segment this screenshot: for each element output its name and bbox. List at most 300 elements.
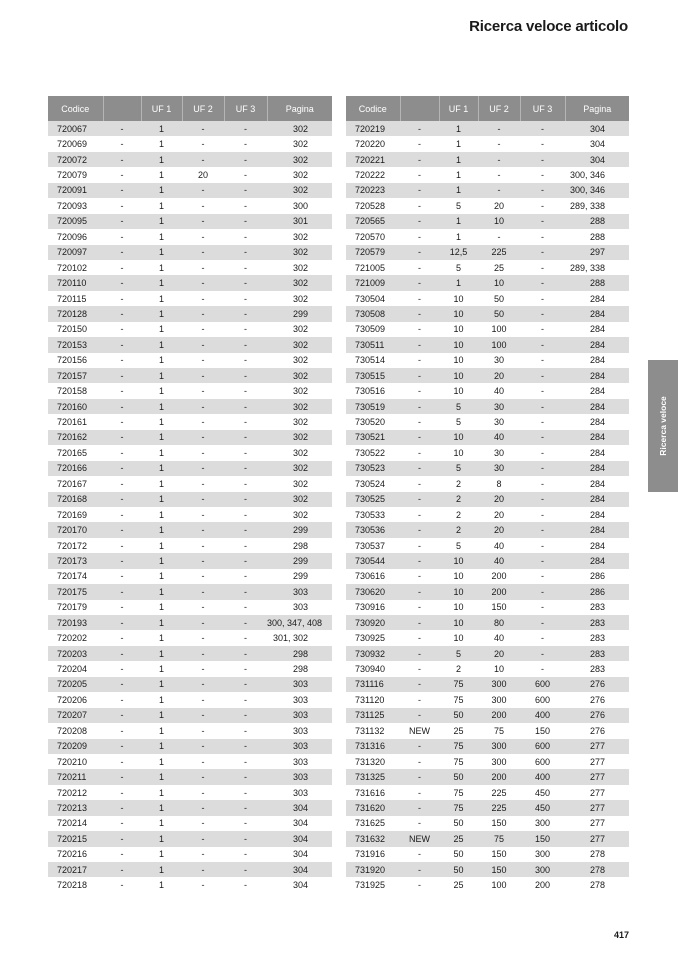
cell-codice: 730536 bbox=[346, 522, 400, 537]
table-row bbox=[48, 615, 332, 630]
cell-flag: - bbox=[103, 584, 141, 599]
cell-codice: 720161 bbox=[57, 417, 88, 428]
cell-flag: - bbox=[400, 708, 439, 723]
table-row bbox=[346, 600, 629, 615]
cell-uf1: 2 bbox=[439, 492, 478, 507]
cell-pagina: 278 bbox=[589, 880, 605, 891]
cell-pagina: 303 bbox=[267, 677, 332, 692]
column-header-uf2: UF 2 bbox=[182, 96, 224, 121]
cell-codice: 720170 bbox=[48, 522, 103, 537]
cell-flag: - bbox=[120, 756, 124, 767]
cell-codice: 731632 bbox=[346, 831, 400, 846]
cell-codice: 731320 bbox=[355, 756, 386, 767]
side-tab-label: Ricerca veloce bbox=[658, 396, 669, 456]
cell-uf2: - bbox=[182, 677, 224, 692]
cell-uf3: - bbox=[244, 756, 247, 767]
cell-codice: 721009 bbox=[346, 275, 400, 290]
cell-codice: 720219 bbox=[346, 121, 400, 136]
cell-pagina: 301 bbox=[267, 214, 332, 229]
cell-uf3: - bbox=[244, 355, 247, 366]
cell-flag: - bbox=[120, 849, 124, 860]
table-row bbox=[346, 646, 629, 661]
cell-uf3: 450 bbox=[520, 800, 565, 815]
cell-uf3: - bbox=[541, 139, 544, 150]
cell-pagina: 284 bbox=[565, 430, 629, 445]
cell-pagina: 286 bbox=[565, 584, 629, 599]
cell-uf3: 300 bbox=[520, 862, 565, 877]
cell-uf2: - bbox=[497, 231, 501, 242]
table-row bbox=[346, 229, 629, 244]
cell-uf3: - bbox=[244, 478, 247, 489]
table-row bbox=[346, 322, 629, 337]
cell-codice: 720067 bbox=[48, 121, 103, 136]
table-row bbox=[346, 291, 629, 306]
cell-uf2: 10 bbox=[478, 275, 520, 290]
table-row bbox=[346, 723, 629, 738]
cell-codice: 720221 bbox=[346, 152, 400, 167]
cell-uf1: 1 bbox=[158, 262, 164, 273]
column-header-uf1: UF 1 bbox=[439, 96, 478, 121]
cell-uf1: 2 bbox=[439, 522, 478, 537]
cell-codice: 730508 bbox=[346, 306, 400, 321]
cell-uf1: 1 bbox=[141, 522, 182, 537]
cell-flag: - bbox=[418, 787, 421, 798]
cell-uf3: - bbox=[520, 368, 565, 383]
cell-uf2: 50 bbox=[493, 293, 504, 304]
cell-flag: - bbox=[418, 293, 421, 304]
cell-pagina: 277 bbox=[565, 739, 629, 754]
cell-codice: 720213 bbox=[48, 800, 103, 815]
cell-codice: 720175 bbox=[48, 584, 103, 599]
cell-uf3: - bbox=[541, 633, 544, 644]
cell-uf1: 2 bbox=[455, 509, 461, 520]
cell-uf1: 1 bbox=[158, 324, 164, 335]
cell-flag: - bbox=[400, 646, 439, 661]
table-row bbox=[346, 630, 629, 645]
cell-uf1: 2 bbox=[455, 664, 461, 675]
table-row bbox=[48, 646, 332, 661]
cell-codice: 731116 bbox=[346, 677, 400, 692]
cell-pagina: 289, 338 bbox=[569, 262, 605, 273]
cell-flag: - bbox=[400, 615, 439, 630]
cell-flag: - bbox=[103, 461, 141, 476]
cell-uf2: - bbox=[182, 862, 224, 877]
cell-uf1: 1 bbox=[455, 231, 461, 242]
cell-pagina: 300, 346 bbox=[569, 170, 605, 181]
cell-uf2: 75 bbox=[493, 725, 504, 736]
cell-codice: 720128 bbox=[48, 306, 103, 321]
table-row bbox=[346, 507, 629, 522]
column-header-pagina: Pagina bbox=[267, 96, 332, 121]
cell-uf2: 20 bbox=[478, 492, 520, 507]
cell-uf3: - bbox=[541, 447, 544, 458]
cell-uf2: 100 bbox=[491, 324, 507, 335]
cell-uf2: - bbox=[201, 694, 205, 705]
cell-codice: 720156 bbox=[57, 355, 88, 366]
cell-uf3: - bbox=[541, 664, 544, 675]
cell-codice: 720115 bbox=[57, 293, 87, 304]
cell-pagina: 298 bbox=[267, 646, 332, 661]
cell-uf1: 1 bbox=[158, 849, 164, 860]
cell-uf2: - bbox=[478, 152, 520, 167]
table-row bbox=[346, 492, 629, 507]
cell-codice: 720222 bbox=[355, 170, 386, 181]
table-row bbox=[346, 152, 629, 167]
cell-uf2: - bbox=[182, 739, 224, 754]
column-header-codice: Codice bbox=[346, 96, 400, 121]
cell-uf2: 30 bbox=[478, 461, 520, 476]
cell-uf1: 5 bbox=[439, 399, 478, 414]
cell-uf3: - bbox=[224, 306, 267, 321]
cell-uf2: - bbox=[182, 121, 224, 136]
cell-pagina: 283 bbox=[589, 664, 605, 675]
cell-uf2: 30 bbox=[493, 447, 504, 458]
cell-uf1: 10 bbox=[453, 602, 464, 613]
cell-uf2: - bbox=[182, 584, 224, 599]
cell-codice: 720215 bbox=[48, 831, 103, 846]
cell-uf2: - bbox=[201, 571, 205, 582]
cell-pagina: 276 bbox=[565, 708, 629, 723]
cell-flag: - bbox=[400, 739, 439, 754]
cell-pagina: 304 bbox=[267, 862, 332, 877]
cell-uf3: - bbox=[224, 646, 267, 661]
cell-codice: 730523 bbox=[346, 461, 400, 476]
cell-flag: - bbox=[400, 214, 439, 229]
cell-uf3: - bbox=[224, 337, 267, 352]
table-row bbox=[346, 785, 629, 800]
cell-pagina: 284 bbox=[589, 417, 605, 428]
table-row bbox=[346, 167, 629, 182]
cell-uf3: - bbox=[224, 121, 267, 136]
cell-pagina: 284 bbox=[565, 337, 629, 352]
cell-flag: - bbox=[103, 862, 141, 877]
cell-flag: - bbox=[120, 633, 124, 644]
cell-uf3: - bbox=[541, 571, 544, 582]
cell-pagina: 284 bbox=[589, 540, 605, 551]
cell-flag: - bbox=[418, 509, 421, 520]
cell-codice: 720205 bbox=[48, 677, 103, 692]
cell-uf1: 1 bbox=[158, 540, 164, 551]
cell-uf3: - bbox=[224, 677, 267, 692]
cell-uf1: 10 bbox=[453, 293, 464, 304]
cell-uf3: - bbox=[244, 787, 247, 798]
cell-uf2: - bbox=[201, 880, 205, 891]
cell-codice: 730616 bbox=[355, 571, 386, 582]
cell-uf2: - bbox=[182, 214, 224, 229]
cell-flag: - bbox=[120, 417, 124, 428]
cell-flag: NEW bbox=[400, 831, 439, 846]
cell-uf3: - bbox=[541, 200, 544, 211]
cell-pagina: 303 bbox=[292, 725, 308, 736]
cell-uf3: - bbox=[244, 262, 247, 273]
cell-flag: - bbox=[103, 306, 141, 321]
table-row bbox=[346, 816, 629, 831]
cell-pagina: 302 bbox=[267, 152, 332, 167]
cell-flag: - bbox=[120, 880, 124, 891]
table-row bbox=[48, 275, 332, 290]
cell-pagina: 277 bbox=[565, 800, 629, 815]
cell-uf2: - bbox=[201, 725, 205, 736]
table-row bbox=[346, 275, 629, 290]
cell-uf1: 10 bbox=[439, 553, 478, 568]
cell-pagina: 304 bbox=[292, 880, 308, 891]
table-row bbox=[48, 383, 332, 398]
cell-pagina: 302 bbox=[267, 492, 332, 507]
cell-uf1: 1 bbox=[158, 694, 164, 705]
cell-uf2: 30 bbox=[493, 417, 504, 428]
cell-flag: - bbox=[103, 492, 141, 507]
table-row bbox=[346, 245, 629, 260]
cell-uf1: 10 bbox=[439, 615, 478, 630]
cell-pagina: 299 bbox=[267, 522, 332, 537]
cell-flag: - bbox=[400, 862, 439, 877]
cell-uf1: 5 bbox=[455, 540, 461, 551]
cell-codice: 731920 bbox=[346, 862, 400, 877]
table-row bbox=[346, 754, 629, 769]
cell-codice: 730544 bbox=[346, 553, 400, 568]
cell-uf2: 100 bbox=[491, 880, 507, 891]
cell-pagina: 298 bbox=[292, 540, 308, 551]
cell-uf2: 75 bbox=[478, 831, 520, 846]
cell-pagina: 303 bbox=[292, 787, 308, 798]
cell-pagina: 302 bbox=[292, 417, 308, 428]
cell-flag: - bbox=[103, 831, 141, 846]
cell-flag: - bbox=[103, 739, 141, 754]
cell-codice: 720110 bbox=[48, 275, 103, 290]
cell-flag: - bbox=[418, 478, 421, 489]
cell-uf2: - bbox=[182, 646, 224, 661]
cell-uf1: 1 bbox=[141, 769, 182, 784]
cell-codice: 720072 bbox=[48, 152, 103, 167]
table-header-row bbox=[346, 96, 629, 121]
cell-uf1: 10 bbox=[439, 306, 478, 321]
cell-pagina: 276 bbox=[589, 694, 605, 705]
cell-uf3: 150 bbox=[520, 831, 565, 846]
cell-codice: 730515 bbox=[346, 368, 400, 383]
cell-flag: - bbox=[120, 231, 124, 242]
cell-pagina: 302 bbox=[267, 368, 332, 383]
cell-flag: - bbox=[418, 540, 421, 551]
cell-flag: - bbox=[418, 170, 421, 181]
cell-flag: - bbox=[418, 818, 421, 829]
table-row bbox=[48, 785, 332, 800]
table-row bbox=[48, 337, 332, 352]
cell-uf3: - bbox=[224, 275, 267, 290]
cell-uf2: - bbox=[201, 231, 205, 242]
cell-pagina: 283 bbox=[565, 615, 629, 630]
cell-uf1: 12,5 bbox=[439, 245, 478, 260]
cell-flag: - bbox=[418, 324, 421, 335]
cell-flag: - bbox=[103, 522, 141, 537]
cell-pagina: 302 bbox=[292, 355, 308, 366]
cell-codice: 720223 bbox=[346, 183, 400, 198]
table-row bbox=[346, 708, 629, 723]
cell-codice: 730520 bbox=[355, 417, 386, 428]
cell-uf1: 1 bbox=[141, 152, 182, 167]
cell-codice: 730533 bbox=[355, 509, 386, 520]
cell-uf2: 20 bbox=[197, 170, 208, 181]
table-row bbox=[48, 183, 332, 198]
cell-codice: 720172 bbox=[57, 540, 88, 551]
cell-uf2: - bbox=[201, 818, 205, 829]
cell-uf1: 1 bbox=[158, 139, 164, 150]
cell-flag: - bbox=[400, 152, 439, 167]
cell-uf2: 150 bbox=[478, 862, 520, 877]
cell-uf1: 1 bbox=[141, 183, 182, 198]
cell-codice: 720157 bbox=[48, 368, 103, 383]
cell-flag: - bbox=[120, 540, 124, 551]
cell-uf3: - bbox=[224, 214, 267, 229]
cell-uf3: - bbox=[224, 615, 267, 630]
cell-pagina: 297 bbox=[565, 245, 629, 260]
cell-pagina: 277 bbox=[565, 769, 629, 784]
cell-uf2: 30 bbox=[493, 355, 504, 366]
cell-flag: - bbox=[120, 602, 124, 613]
column-header-flag bbox=[103, 96, 141, 121]
cell-pagina: 284 bbox=[565, 522, 629, 537]
cell-uf2: - bbox=[201, 324, 205, 335]
cell-codice: 720153 bbox=[48, 337, 103, 352]
table-row bbox=[48, 476, 332, 491]
cell-pagina: 302 bbox=[267, 183, 332, 198]
cell-uf2: - bbox=[182, 183, 224, 198]
cell-uf3: 600 bbox=[534, 694, 551, 705]
cell-uf3: - bbox=[244, 417, 247, 428]
table-row bbox=[48, 507, 332, 522]
cell-flag: - bbox=[400, 368, 439, 383]
table-row bbox=[346, 538, 629, 553]
cell-uf3: 600 bbox=[520, 739, 565, 754]
cell-uf1: 1 bbox=[455, 170, 461, 181]
cell-uf1: 1 bbox=[158, 602, 164, 613]
cell-pagina: 289, 338 bbox=[569, 200, 605, 211]
cell-pagina: 302 bbox=[292, 386, 308, 397]
cell-uf2: - bbox=[201, 200, 205, 211]
cell-uf2: 200 bbox=[478, 769, 520, 784]
cell-uf3: 300 bbox=[534, 849, 551, 860]
cell-uf2: - bbox=[201, 540, 205, 551]
cell-uf1: 1 bbox=[158, 664, 164, 675]
cell-codice: 720162 bbox=[48, 430, 103, 445]
cell-codice: 731316 bbox=[346, 739, 400, 754]
cell-uf1: 1 bbox=[158, 447, 164, 458]
cell-uf3: - bbox=[244, 139, 247, 150]
cell-pagina: 302 bbox=[292, 293, 308, 304]
cell-pagina: 276 bbox=[565, 677, 629, 692]
cell-uf1: 1 bbox=[158, 355, 164, 366]
cell-pagina: 284 bbox=[565, 553, 629, 568]
page-number: 417 bbox=[613, 930, 629, 940]
cell-pagina: 283 bbox=[565, 646, 629, 661]
cell-pagina: 300, 346 bbox=[565, 183, 629, 198]
table-row bbox=[48, 800, 332, 815]
table-body-left bbox=[48, 121, 332, 893]
column-header-uf1: UF 1 bbox=[141, 96, 182, 121]
cell-uf2: 200 bbox=[491, 571, 507, 582]
cell-flag: - bbox=[400, 275, 439, 290]
cell-pagina: 299 bbox=[267, 306, 332, 321]
page-title: Ricerca veloce articolo bbox=[469, 18, 628, 35]
cell-uf1: 2 bbox=[455, 478, 461, 489]
cell-flag: - bbox=[400, 337, 439, 352]
cell-codice: 720217 bbox=[48, 862, 103, 877]
cell-codice: 720167 bbox=[57, 478, 88, 489]
table-row bbox=[48, 692, 332, 707]
cell-uf1: 10 bbox=[453, 571, 464, 582]
table-row bbox=[48, 816, 332, 831]
cell-uf1: 10 bbox=[439, 584, 478, 599]
cell-codice: 720579 bbox=[346, 245, 400, 260]
cell-uf1: 1 bbox=[439, 214, 478, 229]
cell-uf2: 40 bbox=[493, 540, 504, 551]
cell-flag: - bbox=[103, 368, 141, 383]
table-row bbox=[346, 353, 629, 368]
cell-uf2: 20 bbox=[493, 509, 504, 520]
cell-uf2: - bbox=[201, 787, 205, 798]
cell-uf3: - bbox=[244, 540, 247, 551]
cell-uf2: 225 bbox=[491, 787, 507, 798]
cell-codice: 730620 bbox=[346, 584, 400, 599]
cell-uf2: - bbox=[182, 245, 224, 260]
cell-uf2: - bbox=[201, 386, 205, 397]
cell-uf1: 1 bbox=[141, 831, 182, 846]
cell-uf2: - bbox=[201, 447, 205, 458]
table-row bbox=[48, 708, 332, 723]
table-row bbox=[346, 877, 629, 892]
cell-uf1: 1 bbox=[141, 337, 182, 352]
cell-flag: - bbox=[418, 231, 421, 242]
cell-uf1: 1 bbox=[158, 725, 164, 736]
cell-uf2: 25 bbox=[493, 262, 504, 273]
column-header-flag bbox=[400, 96, 439, 121]
cell-pagina: 302 bbox=[267, 337, 332, 352]
table-row bbox=[48, 353, 332, 368]
table-row bbox=[48, 245, 332, 260]
cell-flag: - bbox=[103, 646, 141, 661]
cell-uf1: 1 bbox=[141, 646, 182, 661]
table-header-row bbox=[48, 96, 332, 121]
cell-pagina: 302 bbox=[292, 324, 308, 335]
cell-uf2: - bbox=[478, 121, 520, 136]
cell-uf1: 1 bbox=[141, 214, 182, 229]
cell-pagina: 288 bbox=[565, 275, 629, 290]
cell-uf3: - bbox=[244, 633, 247, 644]
cell-uf3: 400 bbox=[520, 708, 565, 723]
cell-pagina: 284 bbox=[589, 293, 605, 304]
table-row bbox=[48, 847, 332, 862]
cell-uf1: 1 bbox=[158, 571, 164, 582]
cell-flag: - bbox=[418, 417, 421, 428]
table-row bbox=[48, 739, 332, 754]
table-row bbox=[346, 800, 629, 815]
cell-uf1: 1 bbox=[158, 633, 164, 644]
cell-pagina: 302 bbox=[292, 509, 308, 520]
cell-flag: - bbox=[400, 245, 439, 260]
cell-pagina: 303 bbox=[292, 602, 308, 613]
cell-codice: 730925 bbox=[355, 633, 386, 644]
cell-uf2: - bbox=[182, 615, 224, 630]
cell-flag: - bbox=[103, 708, 141, 723]
cell-pagina: 302 bbox=[292, 231, 308, 242]
cell-uf3: - bbox=[541, 478, 544, 489]
cell-codice: 730519 bbox=[346, 399, 400, 414]
cell-flag: - bbox=[120, 664, 124, 675]
table-row bbox=[48, 831, 332, 846]
cell-uf1: 5 bbox=[439, 646, 478, 661]
cell-pagina: 283 bbox=[589, 602, 605, 613]
table-row bbox=[346, 337, 629, 352]
cell-codice: 720208 bbox=[57, 725, 88, 736]
